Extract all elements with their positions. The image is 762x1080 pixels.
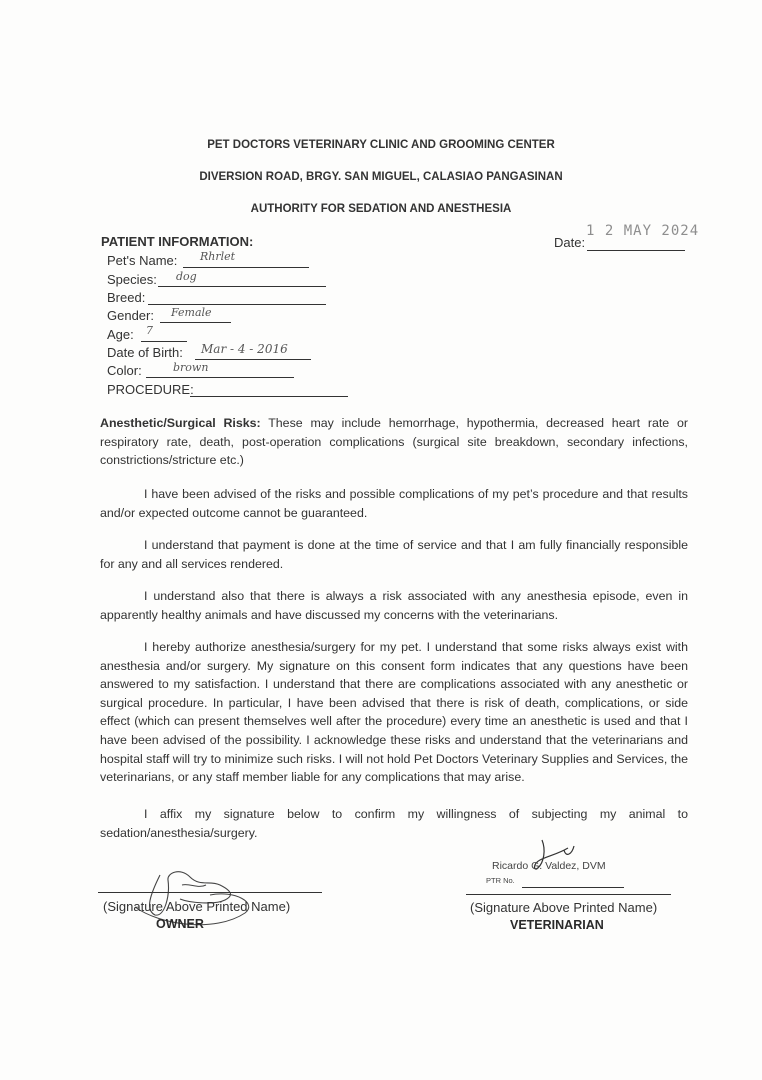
procedure-line — [190, 396, 348, 397]
consent-paragraph-2-text: I understand that payment is done at the time of service and that I am fully financially responsible for any and all services rendered. — [100, 538, 688, 571]
date-label: Date: — [554, 235, 586, 250]
consent-paragraph-3 — [100, 587, 688, 624]
pet-name-label: Pet's Name: — [107, 253, 178, 268]
consent-paragraph-2 — [100, 536, 688, 573]
ptr-line — [522, 887, 624, 888]
consent-paragraph-1-text: I have been advised of the risks and possible complications of my pet’s procedure and that results and/or expected outcome cannot be guaranteed. — [100, 487, 688, 520]
owner-signature-line — [98, 892, 322, 893]
color-value: brown — [173, 361, 209, 374]
vet-role: VETERINARIAN — [510, 918, 604, 932]
breed-line — [148, 304, 326, 305]
vet-printed-name: Ricardo G. Valdez, DVM — [492, 860, 606, 872]
clinic-address: DIVERSION ROAD, BRGY. SAN MIGUEL, CALASIAO PANGASINAN — [199, 171, 563, 183]
color-line — [146, 377, 294, 378]
ptr-label: PTR No. — [486, 876, 515, 885]
dob-label: Date of Birth: — [107, 345, 183, 360]
species-line — [158, 286, 326, 287]
consent-paragraph-1 — [100, 485, 688, 522]
dob-value: Mar - 4 - 2016 — [201, 342, 288, 356]
dob-line — [195, 359, 311, 360]
consent-paragraph-4-text: I hereby authorize anesthesia/surgery for my pet. I understand that some risks always exist with anesthesia and/or surgery. My signature on this consent form indicates that any questions have been answered to my satisfaction. I understand that there are complications associated with any anesthetic or surgical procedure. In particular, I have been advised that there is risk of death, complications, or side effect (which can present themselves well after the procedure) every time an anesthetic is used and that I have been advised of the possibility. I acknowledge these risks and understand that the veterinarians and hospital staff will try to minimize such risks. I will not hold Pet Doctors Veterinary Supplies and Services, the veterinarians, or any staff member liable for any complications that may arise. — [100, 640, 688, 785]
consent-paragraph-3-text: I understand also that there is always a risk associated with any anesthesia episode, even in apparently healthy animals and have discussed my concerns with the veterinarians. — [100, 589, 688, 622]
date-line — [587, 250, 685, 251]
gender-label: Gender: — [107, 308, 154, 323]
date-stamp: 1 2 MAY 2024 — [586, 223, 700, 239]
vet-signature-line — [466, 894, 671, 895]
owner-role: OWNER — [156, 917, 204, 931]
consent-paragraph-4 — [100, 638, 688, 787]
patient-info-title: PATIENT INFORMATION: — [101, 234, 254, 249]
breed-label: Breed: — [107, 290, 146, 305]
risks-paragraph — [100, 414, 688, 470]
procedure-label: PROCEDURE: — [107, 382, 194, 397]
consent-paragraph-5-text: I affix my signature below to confirm my willingness of subjecting my animal to sedation/anesthesia/surgery. — [100, 807, 688, 840]
clinic-name: PET DOCTORS VETERINARY CLINIC AND GROOMING CENTER — [207, 139, 555, 151]
owner-signature-caption: (Signature Above Printed Name) — [103, 899, 291, 914]
vet-signature-caption: (Signature Above Printed Name) — [470, 900, 658, 915]
species-value: dog — [176, 270, 197, 283]
age-line — [141, 341, 187, 342]
risks-heading: Anesthetic/Surgical Risks: — [100, 416, 261, 430]
pet-name-line — [183, 267, 309, 268]
risks-text: These may include hemorrhage, hypothermia, decreased heart rate or respiratory rate, death, post-operation complications (surgical site breakdown, secondary infections, constrictions/stricture etc.) — [100, 416, 688, 468]
form-title: AUTHORITY FOR SEDATION AND ANESTHESIA — [250, 203, 512, 215]
color-label: Color: — [107, 363, 142, 378]
gender-line — [160, 322, 231, 323]
gender-value: Female — [171, 306, 212, 319]
pet-name-value: Rhrlet — [200, 250, 236, 263]
consent-paragraph-5 — [100, 805, 688, 842]
age-label: Age: — [107, 327, 134, 342]
age-value: 7 — [146, 324, 153, 337]
species-label: Species: — [107, 272, 157, 287]
